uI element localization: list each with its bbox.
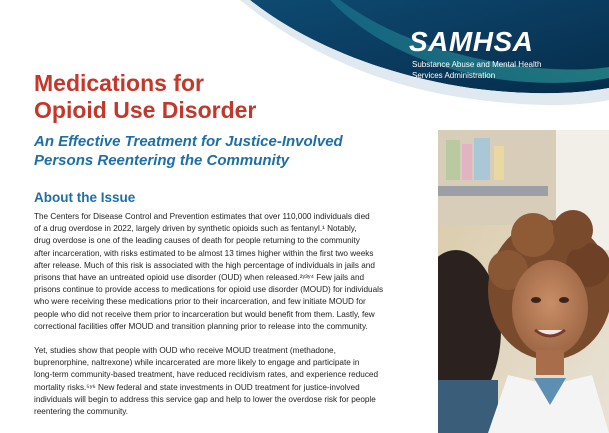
paragraph-line: individuals will begin to address this service gap and help to lower the overdose risk for people [34,394,376,404]
body-paragraph-2 [34,345,422,418]
paragraph-line: prisons that have an untreated opioid use disorder (OUD) when released.²ʸ³ʸ⁴ Few jails and [34,273,365,283]
paragraph-line: reentering the community. [34,407,129,417]
paragraph-line: of a drug overdose in 2022, largely driven by synthetic opioids such as fentanyl.¹ Notably, [34,224,357,234]
clinician-photo [438,130,609,433]
paragraph-line: The Centers for Disease Control and Prevention estimates that over 110,000 individuals died [34,212,370,221]
paragraph-line: people who did not receive them prior to incarceration but would benefit from them. Lastly, few [34,309,375,319]
paragraph-line: mortality risks.⁵ʸ⁶ New federal and state investments in OUD treatment for justice-involved [34,382,360,392]
page-subtitle [34,132,343,170]
logo-subtitle-line2: Services Administration [412,71,496,80]
paragraph-line: drug overdose is one of the leading causes of death for people returning to the community [34,236,360,246]
paragraph-line: long-term community-based treatment, have reduced recidivism rates, and experience reduced [34,370,379,380]
paragraph-line: prisons continue to provide access to medications for opioid use disorder (MOUD) for individuals [34,285,384,295]
subtitle-line-2: Persons Reentering the Community [34,152,290,169]
paragraph-line: Yet, studies show that people with OUD who receive MOUD treatment (methadone, [34,346,336,355]
paragraph-line: after release. Much of this risk is associated with the high percentage of individuals in jails and [34,260,375,270]
title-line-2: Opioid Use Disorder [34,97,257,123]
paragraph-line: correctional facilities offer MOUD and transition planning prior to release into the community. [34,321,368,331]
paragraph-line: buprenorphine, naltrexone) while incarcerated are more likely to engage and participate in [34,358,360,368]
subtitle-line-1: An Effective Treatment for Justice-Involved [34,133,343,150]
samhsa-logo[interactable] [409,27,599,81]
body-paragraph-1 [34,211,422,333]
page-title [34,70,256,124]
logo-wordmark: SAMHSA [409,26,534,57]
section-heading: About the Issue [34,190,136,205]
paragraph-line: after incarceration, with risks estimated to be almost 13 times higher within the first two weeks [34,248,374,258]
logo-subtitle-line1: Substance Abuse and Mental Health [412,60,542,69]
title-line-1: Medications for [34,70,204,96]
paragraph-line: who were receiving these medications prior to their incarceration, and few initiate MOUD for [34,297,366,307]
